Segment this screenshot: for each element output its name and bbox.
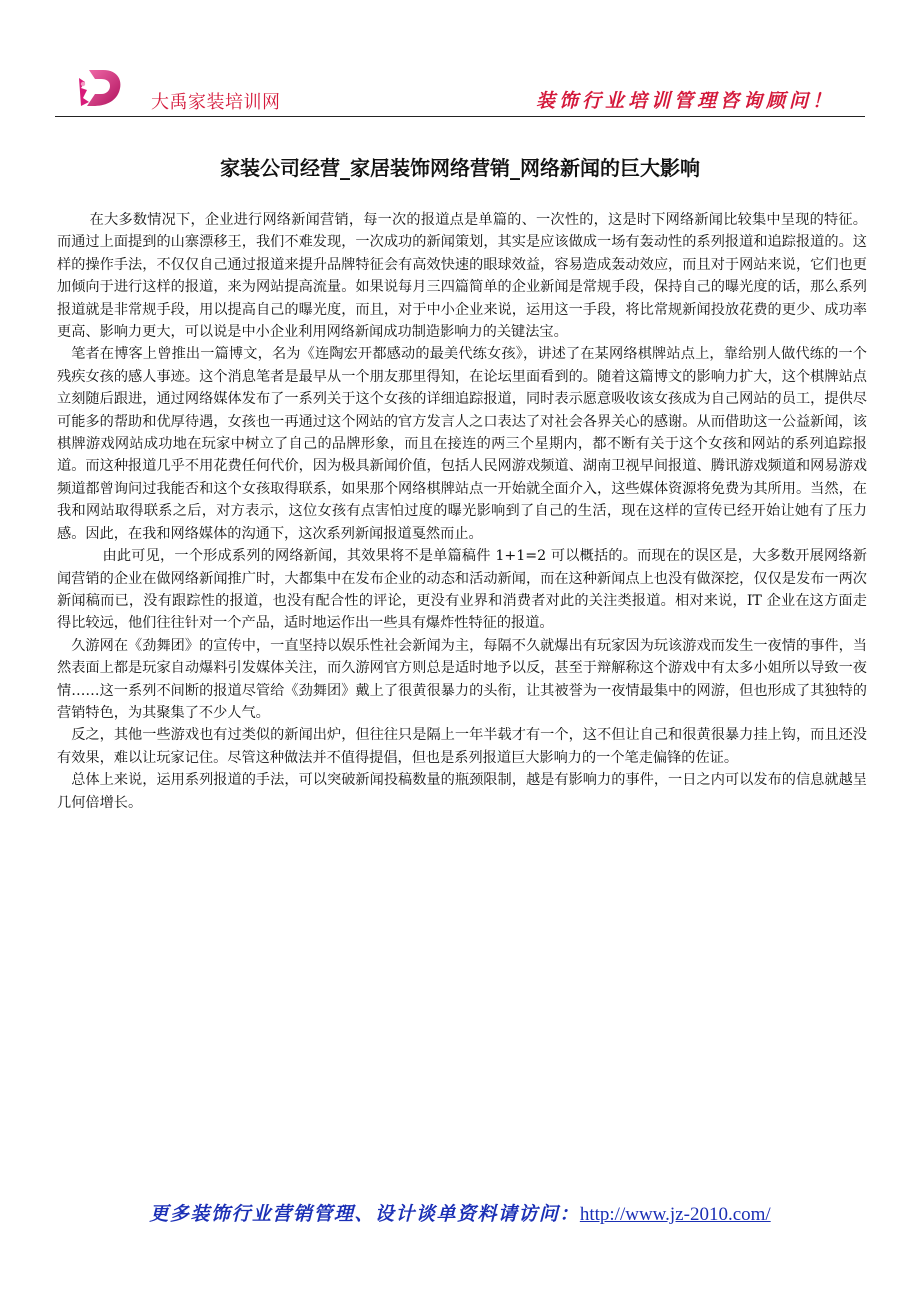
header-slogan: 装饰行业培训管理咨询顾问！ (535, 90, 835, 112)
dayu-logo-icon (75, 64, 125, 110)
page-footer (0, 1199, 920, 1226)
article-body (57, 209, 867, 814)
paragraph: 笔者在博客上曾推出一篇博文，名为《连陶宏开都感动的最美代练女孩》，讲述了在某网络棋牌站点上，靠给别人做代练的一个残疾女孩的感人事迹。这个消息笔者是最早从一个朋友那里得知，在论坛里面看到的。随着这篇博文的影响力扩大，这个棋牌站点立刻随后跟进，通过网络媒体发布了一系列关于这个女孩的详细追踪报道，同时表示愿意吸收该女孩成为自己网站的员工，提供尽可能多的帮助和优厚待遇，女孩也一再通过这个网站的官方发言人之口表达了对社会各界关心的感谢。从而借助这一公益新闻，该棋牌游戏网站成功地在玩家中树立了自己的品牌形象，而且在接连的两三个星期内，都不断有关于这个女孩和网站的系列追踪报道。而这种报道几乎不用花费任何代价，因为极具新闻价值，包括人民网游戏频道、湖南卫视早间报道、腾讯游戏频道和网易游戏频道都曾询问过我能否和这个女孩取得联系，如果那个网络棋牌站点一开始就全面介入，这些媒体资源将免费为其所用。当然，在我和网站取得联系之后，对方表示，这位女孩有点害怕过度的曝光影响到了自己的生活，现在这样的宣传已经开始让她有了压力感。因此，在我和网络媒体的沟通下，这次系列新闻报道戛然而止。 (57, 346, 867, 542)
paragraph: 反之，其他一些游戏也有过类似的新闻出炉，但往往只是隔上一年半载才有一个，这不但让自己和很黄很暴力挂上钩，而且还没有效果，难以让玩家记住。尽管这种做法并不值得提倡，但也是系列报道巨大影响力的一个笔走偏锋的佐证。 (57, 727, 867, 766)
footer-text: 更多装饰行业营销管理、设计谈单资料请访问： (149, 1203, 580, 1225)
paragraph: 在大多数情况下，企业进行网络新闻营销，每一次的报道点是单篇的、一次性的，这是时下网络新闻比较集中呈现的特征。而通过上面提到的山寨漂移王，我们不难发现，一次成功的新闻策划，其实是应该做成一场有轰动性的系列报道和追踪报道的。这样的操作手法，不仅仅自己通过报道来提升品牌特征会有高效快速的眼球效益，容易造成轰动效应，而且对于网站来说，它们也更加倾向于进行这样的报道，来为网站提高流量。如果说每月三四篇简单的企业新闻是常规手段，保持自己的曝光度的话，那么系列报道就是非常规手段，用以提高自己的曝光度，而且，对于中小企业来说，运用这一手段，将比常规新闻投放花费的更少、成功率更高、影响力更大，可以说是中小企业利用网络新闻成功制造影响力的关键法宝。 (57, 212, 867, 341)
page-header (55, 60, 865, 117)
paragraph: 由此可见，一个形成系列的网络新闻，其效果将不是单篇稿件 1+1=2 可以概括的。而现在的误区是，大多数开展网络新闻营销的企业在做网络新闻推广时，大都集中在发布企业的动态和活动新闻，而在这种新闻点上也没有做深挖，仅仅是发布一两次新闻稿而已，没有跟踪性的报道，也没有配合性的评论，更没有业界和消费者对此的关注类报道。相对来说，IT 企业在这方面走得比较远，他们往往针对一个产品，适时地运作出一些具有爆炸性特征的报道。 (57, 548, 867, 632)
site-name: 大禹家装培训网 (151, 92, 281, 113)
footer-link[interactable]: http://www.jz-2010.com/ (579, 1204, 771, 1225)
page-title: 家装公司经营_家居装饰网络营销_网络新闻的巨大影响 (220, 156, 700, 180)
paragraph: 久游网在《劲舞团》的宣传中，一直坚持以娱乐性社会新闻为主，每隔不久就爆出有玩家因为玩该游戏而发生一夜情的事件，当然表面上都是玩家自动爆料引发媒体关注，而久游网官方则总是适时地予以反，甚至于辩解称这个游戏中有太多小姐所以导致一夜情……这一系列不间断的报道尽管给《劲舞团》戴上了很黄很暴力的头衔，让其被誉为一夜情最集中的网游，但也形成了其独特的营销特色，为其聚集了不少人气。 (57, 637, 867, 721)
paragraph: 总体上来说，运用系列报道的手法，可以突破新闻投稿数量的瓶颈限制，越是有影响力的事件，一日之内可以发布的信息就越呈几何倍增长。 (57, 772, 867, 811)
